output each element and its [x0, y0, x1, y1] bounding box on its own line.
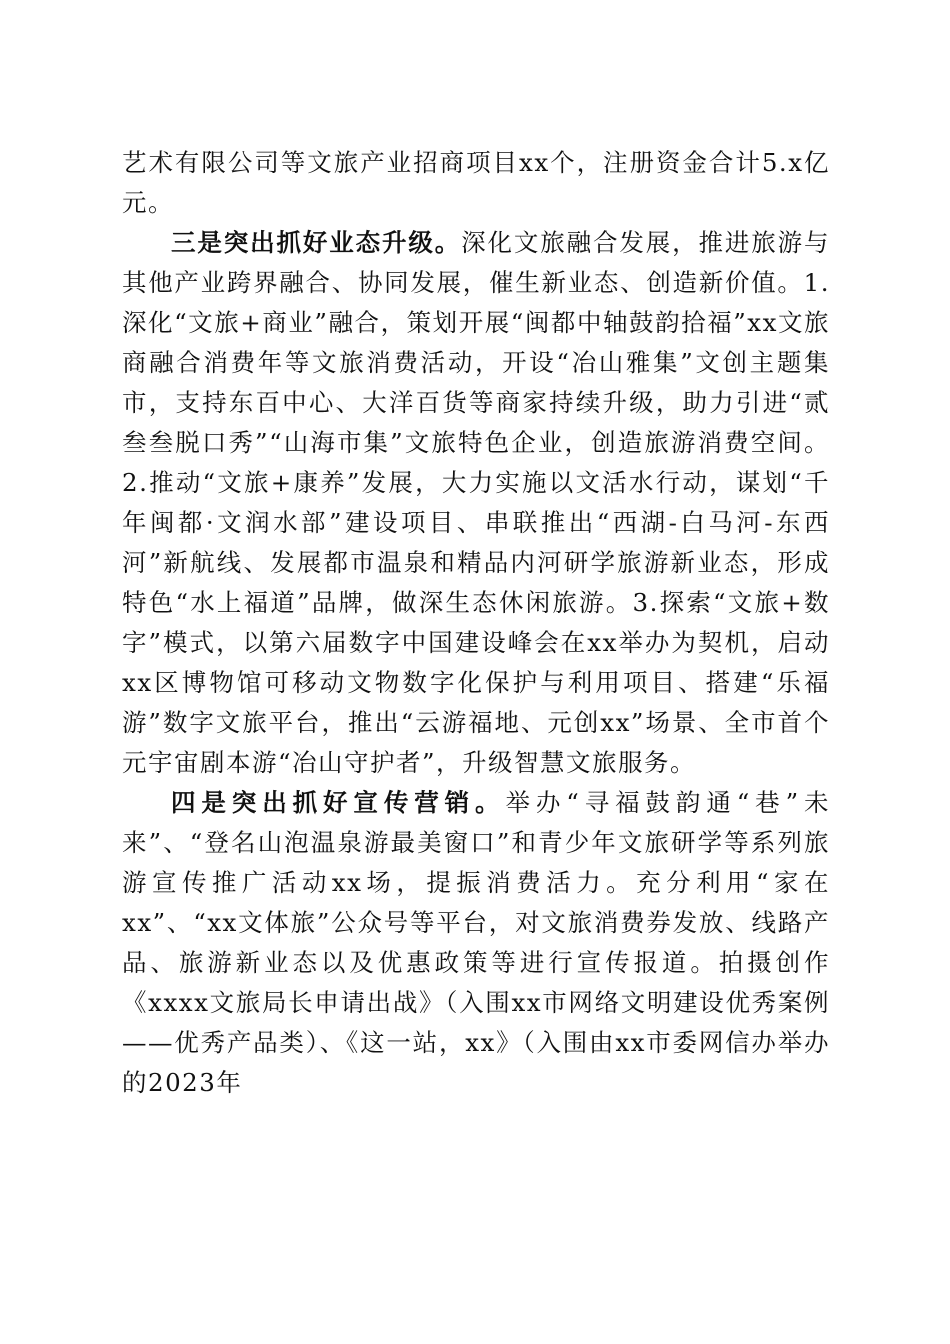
paragraph-body: 举办“寻福鼓韵通“巷”未来”、“登名山泡温泉游最美窗口”和青少年文旅研学等系列旅游宣传推广活动xx场，提振消费活力。充分利用“家在xx”、“xx文体旅”公众号等平台，对文旅消费券发放、线路产品、旅游新业态以及优惠政策等进行宣传报道。拍摄创作《xxxx文旅局长申请出战》（入围xx市网络文明建设优秀案例——优秀产品类）、《这一站，xx》（入围由xx市委网信办举办的2023年: [122, 788, 831, 1097]
paragraph-lead-heading: 三是突出抓好业态升级。: [171, 228, 462, 257]
paragraph-business-upgrade: [122, 223, 830, 783]
paragraph-body: 深化文旅融合发展，推进旅游与其他产业跨界融合、协同发展，催生新业态、创造新价值。1.深化“文旅+商业”融合，策划开展“闽都中轴鼓韵拾福”xx文旅商融合消费年等文旅消费活动，开设“冶山雅集”文创主题集市，支持东百中心、大洋百货等商家持续升级，助力引进“贰叁叁脱口秀”“山海市集”文旅特色企业，创造旅游消费空间。2.推动“文旅+康养”发展，大力实施以文活水行动，谋划“千年闽都·文润水部”建设项目、串联推出“西湖-白马河-东西河”新航线、发展都市温泉和精品内河研学旅游新业态，形成特色“水上福道”品牌，做深生态休闲旅游。3.探索“文旅+数字”模式，以第六届数字中国建设峰会在xx举办为契机，启动xx区博物馆可移动文物数字化保护与利用项目、搭建“乐福游”数字文旅平台，推出“云游福地、元创xx”场景、全市首个元宇宙剧本游“冶山守护者”，升级智慧文旅服务。: [122, 228, 830, 777]
paragraph-promotion-marketing: [122, 783, 830, 1103]
paragraph-continuation: [122, 143, 830, 223]
document-body: [122, 143, 830, 1103]
paragraph-lead-heading: 四是突出抓好宣传营销。: [171, 788, 506, 817]
paragraph-body: 艺术有限公司等文旅产业招商项目xx个，注册资金合计5.x亿元。: [122, 148, 830, 217]
